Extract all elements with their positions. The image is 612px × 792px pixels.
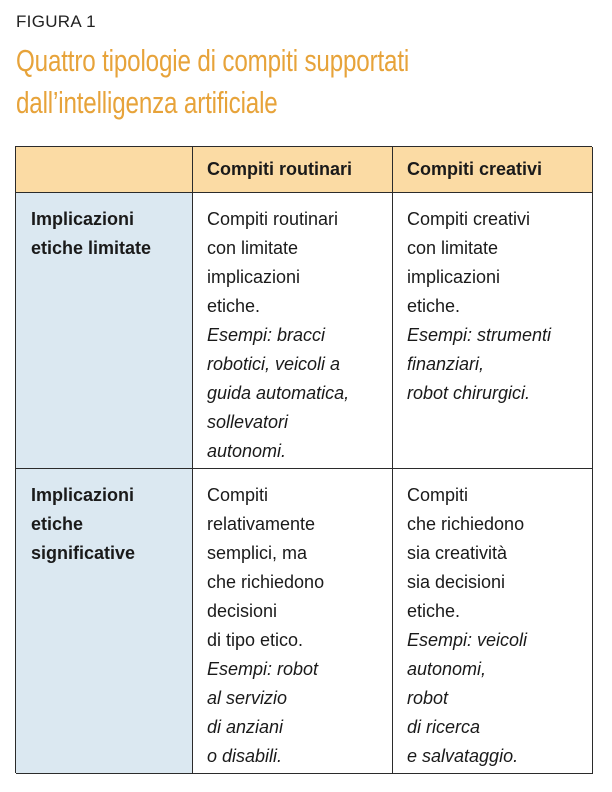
cell-example-line: Esempi: robot [207, 659, 319, 679]
cell-text-line: di tipo etico. [207, 630, 304, 650]
cell-example-line: autonomi. [207, 441, 287, 461]
cell-creative-significant [393, 469, 593, 774]
cell-text-line: sia creatività [407, 543, 508, 563]
cell-text-line: etiche. [407, 296, 461, 316]
cell-example-line: robot [407, 688, 449, 708]
cell-example-line: robot chirurgici. [407, 383, 531, 403]
cell-example-line: Esempi: bracci [207, 325, 326, 345]
row-header-line: etiche limitate [31, 238, 152, 258]
cell-text-line: che richiedono [207, 572, 325, 592]
cell-text-line: con limitate [207, 238, 299, 258]
figure-title-line-2: dall’intelligenza artificiale [16, 85, 278, 120]
row-header-line: significative [31, 543, 136, 563]
row-header-significant-ethics [16, 469, 193, 774]
cell-text-line: implicazioni [207, 267, 301, 287]
table-corner-cell [16, 147, 193, 193]
column-header-routine: Compiti routinari [193, 147, 393, 193]
cell-example-line: autonomi, [407, 659, 487, 679]
cell-text-line: implicazioni [407, 267, 501, 287]
cell-text-line: etiche. [207, 296, 261, 316]
cell-example-line: sollevatori [207, 412, 289, 432]
cell-example-line: o disabili. [207, 746, 283, 766]
cell-text-line: relativamente [207, 514, 316, 534]
cell-text-line: semplici, ma [207, 543, 308, 563]
cell-text-line: Compiti routinari [207, 209, 339, 229]
cell-example-line: Esempi: veicoli [407, 630, 528, 650]
cell-example-line: Esempi: strumenti [407, 325, 552, 345]
row-header-line: Implicazioni [31, 485, 135, 505]
cell-text-line: con limitate [407, 238, 499, 258]
cell-example-line: e salvataggio. [407, 746, 519, 766]
cell-example-line: finanziari, [407, 354, 485, 374]
figure-title-line-1: Quattro tipologie di compiti supportati [16, 43, 410, 78]
cell-text-line: decisioni [207, 601, 278, 621]
cell-text-line: che richiedono [407, 514, 525, 534]
row-header-line: etiche [31, 514, 84, 534]
figure-title [16, 40, 468, 124]
cell-text-line: Compiti [207, 485, 269, 505]
cell-text-line: Compiti [407, 485, 469, 505]
cell-example-line: guida automatica, [207, 383, 350, 403]
cell-text-line: etiche. [407, 601, 461, 621]
cell-routine-significant [193, 469, 393, 774]
row-header-limited-ethics [16, 193, 193, 469]
row-header-line: Implicazioni [31, 209, 135, 229]
cell-example-line: di anziani [207, 717, 284, 737]
cell-text-line: Compiti creativi [407, 209, 531, 229]
cell-creative-limited [393, 193, 593, 469]
cell-example-line: di ricerca [407, 717, 481, 737]
figure-label: FIGURA 1 [16, 12, 96, 31]
cell-routine-limited [193, 193, 393, 469]
tasks-table [15, 146, 592, 773]
cell-text-line: sia decisioni [407, 572, 506, 592]
cell-example-line: al servizio [207, 688, 288, 708]
column-header-creative: Compiti creativi [393, 147, 593, 193]
cell-example-line: robotici, veicoli a [207, 354, 341, 374]
